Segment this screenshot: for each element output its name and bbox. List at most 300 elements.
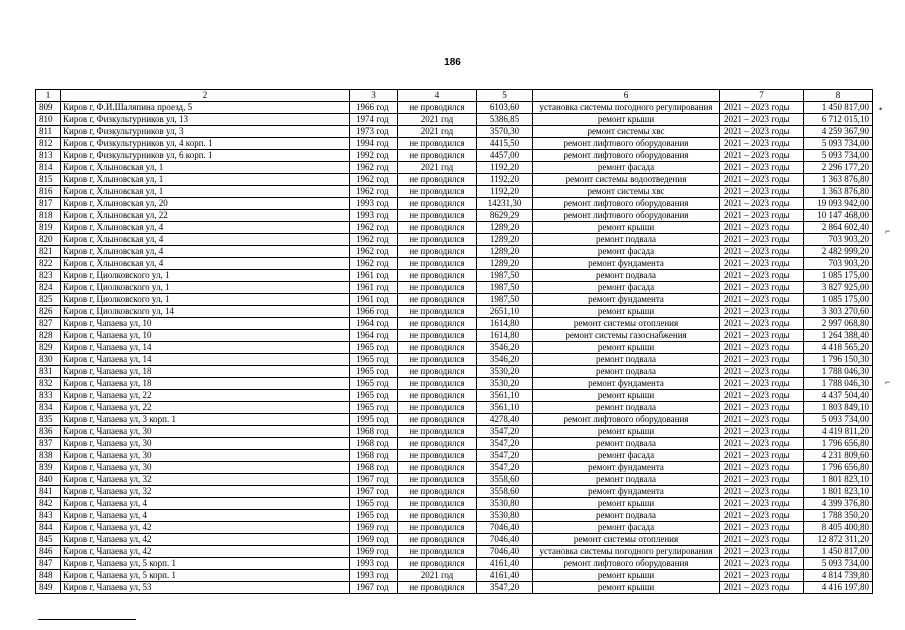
- work-type-cell: ремонт системы водоотведения: [533, 174, 720, 186]
- build-year-cell: 1965 год: [350, 498, 398, 510]
- last-repair-cell: 2021 год: [398, 570, 477, 582]
- period-cell: 2021 – 2023 годы: [720, 510, 804, 522]
- row-number-cell: 813: [36, 150, 61, 162]
- address-cell: Киров г, Хлыновская ул, 4: [61, 222, 350, 234]
- address-cell: Киров г, Чапаева ул, 32: [61, 486, 350, 498]
- cost-cell: 1 085 175,00: [804, 270, 873, 282]
- build-year-cell: 1968 год: [350, 438, 398, 450]
- area-cell: 1987,50: [477, 282, 533, 294]
- last-repair-cell: не проводился: [398, 462, 477, 474]
- area-cell: 3530,80: [477, 510, 533, 522]
- period-cell: 2021 – 2023 годы: [720, 162, 804, 174]
- work-type-cell: ремонт лифтового оборудования: [533, 198, 720, 210]
- area-cell: 1289,20: [477, 222, 533, 234]
- table-row: [36, 318, 873, 330]
- table-row: [36, 570, 873, 582]
- work-type-cell: ремонт фасада: [533, 246, 720, 258]
- work-type-cell: ремонт крыши: [533, 342, 720, 354]
- period-cell: 2021 – 2023 годы: [720, 318, 804, 330]
- area-cell: 1614,80: [477, 330, 533, 342]
- row-number-cell: 831: [36, 366, 61, 378]
- margin-mark: •: [879, 104, 883, 114]
- area-cell: 1289,20: [477, 246, 533, 258]
- period-cell: 2021 – 2023 годы: [720, 414, 804, 426]
- cost-cell: 1 085 175,00: [804, 294, 873, 306]
- area-cell: 1289,20: [477, 258, 533, 270]
- row-number-cell: 843: [36, 510, 61, 522]
- build-year-cell: 1995 год: [350, 414, 398, 426]
- cost-cell: 5 093 734,00: [804, 150, 873, 162]
- build-year-cell: 1965 год: [350, 402, 398, 414]
- period-cell: 2021 – 2023 годы: [720, 534, 804, 546]
- work-type-cell: ремонт фундамента: [533, 462, 720, 474]
- build-year-cell: 1992 год: [350, 150, 398, 162]
- cost-cell: 4 231 809,60: [804, 450, 873, 462]
- cost-cell: 1 796 656,80: [804, 438, 873, 450]
- build-year-cell: 1973 год: [350, 126, 398, 138]
- row-number-cell: 844: [36, 522, 61, 534]
- last-repair-cell: не проводился: [398, 498, 477, 510]
- row-number-cell: 823: [36, 270, 61, 282]
- row-number-cell: 827: [36, 318, 61, 330]
- period-cell: 2021 – 2023 годы: [720, 138, 804, 150]
- row-number-cell: 810: [36, 114, 61, 126]
- area-cell: 3530,20: [477, 378, 533, 390]
- build-year-cell: 1965 год: [350, 390, 398, 402]
- area-cell: 3561,10: [477, 390, 533, 402]
- build-year-cell: 1961 год: [350, 294, 398, 306]
- table-row: [36, 126, 873, 138]
- period-cell: 2021 – 2023 годы: [720, 354, 804, 366]
- cost-cell: 1 801 823,10: [804, 486, 873, 498]
- period-cell: 2021 – 2023 годы: [720, 306, 804, 318]
- table-row: [36, 138, 873, 150]
- address-cell: Киров г, Физкультурников ул, 4 корп. 1: [61, 138, 350, 150]
- work-type-cell: установка системы погодного регулирования: [533, 102, 720, 114]
- last-repair-cell: 2021 год: [398, 114, 477, 126]
- period-cell: 2021 – 2023 годы: [720, 330, 804, 342]
- area-cell: 3530,20: [477, 366, 533, 378]
- address-cell: Киров г, Чапаева ул, 10: [61, 318, 350, 330]
- table-row: [36, 534, 873, 546]
- work-type-cell: ремонт подвала: [533, 438, 720, 450]
- address-cell: Киров г, Чапаева ул, 14: [61, 342, 350, 354]
- table-row: [36, 210, 873, 222]
- area-cell: 3546,20: [477, 342, 533, 354]
- build-year-cell: 1969 год: [350, 534, 398, 546]
- build-year-cell: 1968 год: [350, 462, 398, 474]
- work-type-cell: ремонт крыши: [533, 222, 720, 234]
- build-year-cell: 1962 год: [350, 246, 398, 258]
- table-row: [36, 414, 873, 426]
- area-cell: 3530,80: [477, 498, 533, 510]
- period-cell: 2021 – 2023 годы: [720, 270, 804, 282]
- header-cell: 4: [398, 90, 477, 102]
- period-cell: 2021 – 2023 годы: [720, 174, 804, 186]
- cost-cell: 4 437 504,40: [804, 390, 873, 402]
- work-type-cell: ремонт фундамента: [533, 378, 720, 390]
- cost-cell: 4 814 739,80: [804, 570, 873, 582]
- address-cell: Киров г, Физкультурников ул, 6 корп. 1: [61, 150, 350, 162]
- address-cell: Киров г, Чапаева ул, 18: [61, 366, 350, 378]
- work-type-cell: ремонт фундамента: [533, 486, 720, 498]
- cost-cell: 12 872 311,20: [804, 534, 873, 546]
- row-number-cell: 837: [36, 438, 61, 450]
- cost-cell: 4 416 197,80: [804, 582, 873, 594]
- row-number-cell: 825: [36, 294, 61, 306]
- build-year-cell: 1968 год: [350, 426, 398, 438]
- address-cell: Киров г, Хлыновская ул, 4: [61, 234, 350, 246]
- address-cell: Киров г, Чапаева ул, 30: [61, 438, 350, 450]
- period-cell: 2021 – 2023 годы: [720, 342, 804, 354]
- work-type-cell: ремонт подвала: [533, 366, 720, 378]
- last-repair-cell: не проводился: [398, 582, 477, 594]
- area-cell: 2651,10: [477, 306, 533, 318]
- table-row: [36, 342, 873, 354]
- cost-cell: 6 712 015,10: [804, 114, 873, 126]
- last-repair-cell: не проводился: [398, 486, 477, 498]
- build-year-cell: 1968 год: [350, 450, 398, 462]
- cost-cell: 4 418 565,20: [804, 342, 873, 354]
- last-repair-cell: не проводился: [398, 366, 477, 378]
- work-type-cell: ремонт лифтового оборудования: [533, 138, 720, 150]
- area-cell: 3546,20: [477, 354, 533, 366]
- cost-cell: 3 303 270,60: [804, 306, 873, 318]
- cost-cell: 703 903,20: [804, 234, 873, 246]
- area-cell: 4161,40: [477, 570, 533, 582]
- build-year-cell: 1962 год: [350, 258, 398, 270]
- period-cell: 2021 – 2023 годы: [720, 102, 804, 114]
- work-type-cell: ремонт фасада: [533, 450, 720, 462]
- cost-cell: 2 864 602,40: [804, 222, 873, 234]
- cost-cell: 1 450 817,00: [804, 546, 873, 558]
- table-row: [36, 366, 873, 378]
- last-repair-cell: не проводился: [398, 474, 477, 486]
- row-number-cell: 811: [36, 126, 61, 138]
- area-cell: 7046,40: [477, 546, 533, 558]
- last-repair-cell: не проводился: [398, 186, 477, 198]
- address-cell: Киров г, Чапаева ул, 14: [61, 354, 350, 366]
- header-cell: 2: [61, 90, 350, 102]
- header-cell: 1: [36, 90, 61, 102]
- build-year-cell: 1962 год: [350, 234, 398, 246]
- cost-cell: 5 093 734,00: [804, 414, 873, 426]
- cost-cell: 3 827 925,00: [804, 282, 873, 294]
- table-row: [36, 258, 873, 270]
- table-row: [36, 486, 873, 498]
- header-cell: 5: [477, 90, 533, 102]
- period-cell: 2021 – 2023 годы: [720, 582, 804, 594]
- work-type-cell: ремонт крыши: [533, 582, 720, 594]
- table-row: [36, 162, 873, 174]
- address-cell: Киров г, Физкультурников ул, 13: [61, 114, 350, 126]
- work-type-cell: ремонт подвала: [533, 510, 720, 522]
- address-cell: Киров г, Циолковского ул, 1: [61, 270, 350, 282]
- row-number-cell: 814: [36, 162, 61, 174]
- work-type-cell: ремонт лифтового оборудования: [533, 558, 720, 570]
- work-type-cell: ремонт системы газоснабжения: [533, 330, 720, 342]
- table-row: [36, 270, 873, 282]
- build-year-cell: 1962 год: [350, 222, 398, 234]
- address-cell: Киров г, Циолковского ул, 1: [61, 282, 350, 294]
- address-cell: Киров г, Ф.И.Шаляпина проезд, 5: [61, 102, 350, 114]
- period-cell: 2021 – 2023 годы: [720, 462, 804, 474]
- work-type-cell: ремонт крыши: [533, 426, 720, 438]
- period-cell: 2021 – 2023 годы: [720, 234, 804, 246]
- area-cell: 7046,40: [477, 522, 533, 534]
- build-year-cell: 1967 год: [350, 474, 398, 486]
- area-cell: 3570,30: [477, 126, 533, 138]
- work-type-cell: ремонт лифтового оборудования: [533, 150, 720, 162]
- last-repair-cell: не проводился: [398, 222, 477, 234]
- period-cell: 2021 – 2023 годы: [720, 246, 804, 258]
- period-cell: 2021 – 2023 годы: [720, 498, 804, 510]
- area-cell: 3547,20: [477, 426, 533, 438]
- page-number: 186: [444, 57, 461, 68]
- address-cell: Киров г, Чапаева ул, 5 корп. 1: [61, 558, 350, 570]
- table-row: [36, 246, 873, 258]
- address-cell: Киров г, Чапаева ул, 22: [61, 390, 350, 402]
- work-type-cell: ремонт фасада: [533, 282, 720, 294]
- table-row: [36, 306, 873, 318]
- last-repair-cell: не проводился: [398, 270, 477, 282]
- period-cell: 2021 – 2023 годы: [720, 402, 804, 414]
- address-cell: Киров г, Чапаева ул, 22: [61, 402, 350, 414]
- build-year-cell: 1961 год: [350, 282, 398, 294]
- work-type-cell: ремонт крыши: [533, 306, 720, 318]
- address-cell: Киров г, Чапаева ул, 4: [61, 510, 350, 522]
- work-type-cell: ремонт крыши: [533, 390, 720, 402]
- table-row: [36, 222, 873, 234]
- cost-cell: 8 405 400,80: [804, 522, 873, 534]
- address-cell: Киров г, Чапаева ул, 30: [61, 426, 350, 438]
- last-repair-cell: не проводился: [398, 306, 477, 318]
- header-cell: 6: [533, 90, 720, 102]
- work-type-cell: ремонт фасада: [533, 162, 720, 174]
- cost-cell: 5 093 734,00: [804, 558, 873, 570]
- build-year-cell: 1965 год: [350, 366, 398, 378]
- row-number-cell: 828: [36, 330, 61, 342]
- last-repair-cell: не проводился: [398, 174, 477, 186]
- last-repair-cell: не проводился: [398, 198, 477, 210]
- row-number-cell: 839: [36, 462, 61, 474]
- area-cell: 1987,50: [477, 294, 533, 306]
- cost-cell: 1 363 876,80: [804, 186, 873, 198]
- table-row: [36, 582, 873, 594]
- table-row: [36, 102, 873, 114]
- table-row: [36, 522, 873, 534]
- period-cell: 2021 – 2023 годы: [720, 258, 804, 270]
- table-row: [36, 198, 873, 210]
- period-cell: 2021 – 2023 годы: [720, 378, 804, 390]
- table-row: [36, 294, 873, 306]
- address-cell: Киров г, Чапаева ул, 10: [61, 330, 350, 342]
- table-row: [36, 546, 873, 558]
- period-cell: 2021 – 2023 годы: [720, 294, 804, 306]
- table-row: [36, 330, 873, 342]
- area-cell: 1192,20: [477, 174, 533, 186]
- address-cell: Киров г, Чапаева ул, 32: [61, 474, 350, 486]
- cost-cell: 4 419 811,20: [804, 426, 873, 438]
- row-number-cell: 824: [36, 282, 61, 294]
- address-cell: Киров г, Хлыновская ул, 1: [61, 162, 350, 174]
- build-year-cell: 1962 год: [350, 162, 398, 174]
- last-repair-cell: не проводился: [398, 354, 477, 366]
- footer-rule: [38, 619, 136, 620]
- row-number-cell: 812: [36, 138, 61, 150]
- work-type-cell: ремонт системы отопления: [533, 318, 720, 330]
- period-cell: 2021 – 2023 годы: [720, 438, 804, 450]
- row-number-cell: 835: [36, 414, 61, 426]
- row-number-cell: 848: [36, 570, 61, 582]
- build-year-cell: 1961 год: [350, 270, 398, 282]
- address-cell: Киров г, Чапаева ул, 30: [61, 450, 350, 462]
- table-row: [36, 510, 873, 522]
- row-number-cell: 817: [36, 198, 61, 210]
- row-number-cell: 833: [36, 390, 61, 402]
- header-row: [36, 90, 873, 102]
- last-repair-cell: не проводился: [398, 510, 477, 522]
- work-type-cell: ремонт крыши: [533, 498, 720, 510]
- build-year-cell: 1993 год: [350, 558, 398, 570]
- cost-cell: 5 093 734,00: [804, 138, 873, 150]
- period-cell: 2021 – 2023 годы: [720, 114, 804, 126]
- row-number-cell: 815: [36, 174, 61, 186]
- row-number-cell: 834: [36, 402, 61, 414]
- cost-cell: 2 296 177,20: [804, 162, 873, 174]
- area-cell: 3547,20: [477, 582, 533, 594]
- area-cell: 1192,20: [477, 186, 533, 198]
- address-cell: Киров г, Чапаева ул, 42: [61, 546, 350, 558]
- period-cell: 2021 – 2023 годы: [720, 222, 804, 234]
- last-repair-cell: не проводился: [398, 426, 477, 438]
- cost-cell: 1 801 823,10: [804, 474, 873, 486]
- table-row: [36, 450, 873, 462]
- last-repair-cell: не проводился: [398, 522, 477, 534]
- address-cell: Киров г, Чапаева ул, 42: [61, 534, 350, 546]
- table-row: [36, 234, 873, 246]
- row-number-cell: 849: [36, 582, 61, 594]
- table-row: [36, 390, 873, 402]
- area-cell: 4278,40: [477, 414, 533, 426]
- period-cell: 2021 – 2023 годы: [720, 186, 804, 198]
- last-repair-cell: не проводился: [398, 450, 477, 462]
- period-cell: 2021 – 2023 годы: [720, 390, 804, 402]
- period-cell: 2021 – 2023 годы: [720, 198, 804, 210]
- build-year-cell: 1967 год: [350, 486, 398, 498]
- build-year-cell: 1965 год: [350, 354, 398, 366]
- row-number-cell: 816: [36, 186, 61, 198]
- address-cell: Киров г, Циолковского ул, 14: [61, 306, 350, 318]
- last-repair-cell: не проводился: [398, 150, 477, 162]
- table-row: [36, 474, 873, 486]
- row-number-cell: 841: [36, 486, 61, 498]
- row-number-cell: 847: [36, 558, 61, 570]
- address-cell: Киров г, Хлыновская ул, 20: [61, 198, 350, 210]
- table-row: [36, 378, 873, 390]
- table-row: [36, 426, 873, 438]
- margin-mark: ⌐: [885, 226, 891, 236]
- build-year-cell: 1994 год: [350, 138, 398, 150]
- last-repair-cell: не проводился: [398, 558, 477, 570]
- period-cell: 2021 – 2023 годы: [720, 522, 804, 534]
- period-cell: 2021 – 2023 годы: [720, 426, 804, 438]
- work-type-cell: установка системы погодного регулирования: [533, 546, 720, 558]
- last-repair-cell: не проводился: [398, 102, 477, 114]
- last-repair-cell: 2021 год: [398, 126, 477, 138]
- build-year-cell: 1965 год: [350, 342, 398, 354]
- address-cell: Киров г, Чапаева ул, 18: [61, 378, 350, 390]
- cost-cell: 1 796 656,80: [804, 462, 873, 474]
- last-repair-cell: не проводился: [398, 282, 477, 294]
- last-repair-cell: не проводился: [398, 390, 477, 402]
- area-cell: 4161,40: [477, 558, 533, 570]
- work-type-cell: ремонт системы отопления: [533, 534, 720, 546]
- build-year-cell: 1967 год: [350, 582, 398, 594]
- table-row: [36, 150, 873, 162]
- row-number-cell: 818: [36, 210, 61, 222]
- build-year-cell: 1964 год: [350, 330, 398, 342]
- last-repair-cell: не проводился: [398, 438, 477, 450]
- area-cell: 4415,50: [477, 138, 533, 150]
- address-cell: Киров г, Чапаева ул, 5 корп. 1: [61, 570, 350, 582]
- build-year-cell: 1962 год: [350, 174, 398, 186]
- last-repair-cell: не проводился: [398, 534, 477, 546]
- last-repair-cell: не проводился: [398, 318, 477, 330]
- area-cell: 7046,40: [477, 534, 533, 546]
- last-repair-cell: не проводился: [398, 402, 477, 414]
- address-cell: Киров г, Хлыновская ул, 1: [61, 186, 350, 198]
- row-number-cell: 826: [36, 306, 61, 318]
- work-type-cell: ремонт фундамента: [533, 258, 720, 270]
- address-cell: Киров г, Чапаева ул, 53: [61, 582, 350, 594]
- cost-cell: 1 363 876,80: [804, 174, 873, 186]
- table-row: [36, 282, 873, 294]
- header-cell: 8: [804, 90, 873, 102]
- last-repair-cell: не проводился: [398, 342, 477, 354]
- area-cell: 5386,85: [477, 114, 533, 126]
- table-body: [36, 102, 873, 594]
- header-cell: 3: [350, 90, 398, 102]
- build-year-cell: 1962 год: [350, 186, 398, 198]
- last-repair-cell: не проводился: [398, 330, 477, 342]
- row-number-cell: 829: [36, 342, 61, 354]
- last-repair-cell: не проводился: [398, 138, 477, 150]
- work-type-cell: ремонт лифтового оборудования: [533, 414, 720, 426]
- address-cell: Киров г, Циолковского ул, 1: [61, 294, 350, 306]
- table-row: [36, 186, 873, 198]
- build-year-cell: 1993 год: [350, 570, 398, 582]
- last-repair-cell: не проводился: [398, 210, 477, 222]
- build-year-cell: 1969 год: [350, 546, 398, 558]
- row-number-cell: 819: [36, 222, 61, 234]
- cost-cell: 1 450 817,00: [804, 102, 873, 114]
- capital-repair-table: [35, 89, 873, 594]
- last-repair-cell: не проводился: [398, 234, 477, 246]
- period-cell: 2021 – 2023 годы: [720, 150, 804, 162]
- row-number-cell: 822: [36, 258, 61, 270]
- address-cell: Киров г, Хлыновская ул, 4: [61, 258, 350, 270]
- row-number-cell: 840: [36, 474, 61, 486]
- row-number-cell: 842: [36, 498, 61, 510]
- area-cell: 4457,00: [477, 150, 533, 162]
- area-cell: 3547,20: [477, 438, 533, 450]
- table-row: [36, 498, 873, 510]
- row-number-cell: 845: [36, 534, 61, 546]
- build-year-cell: 1966 год: [350, 102, 398, 114]
- cost-cell: 1 788 046,30: [804, 366, 873, 378]
- cost-cell: 703 903,20: [804, 258, 873, 270]
